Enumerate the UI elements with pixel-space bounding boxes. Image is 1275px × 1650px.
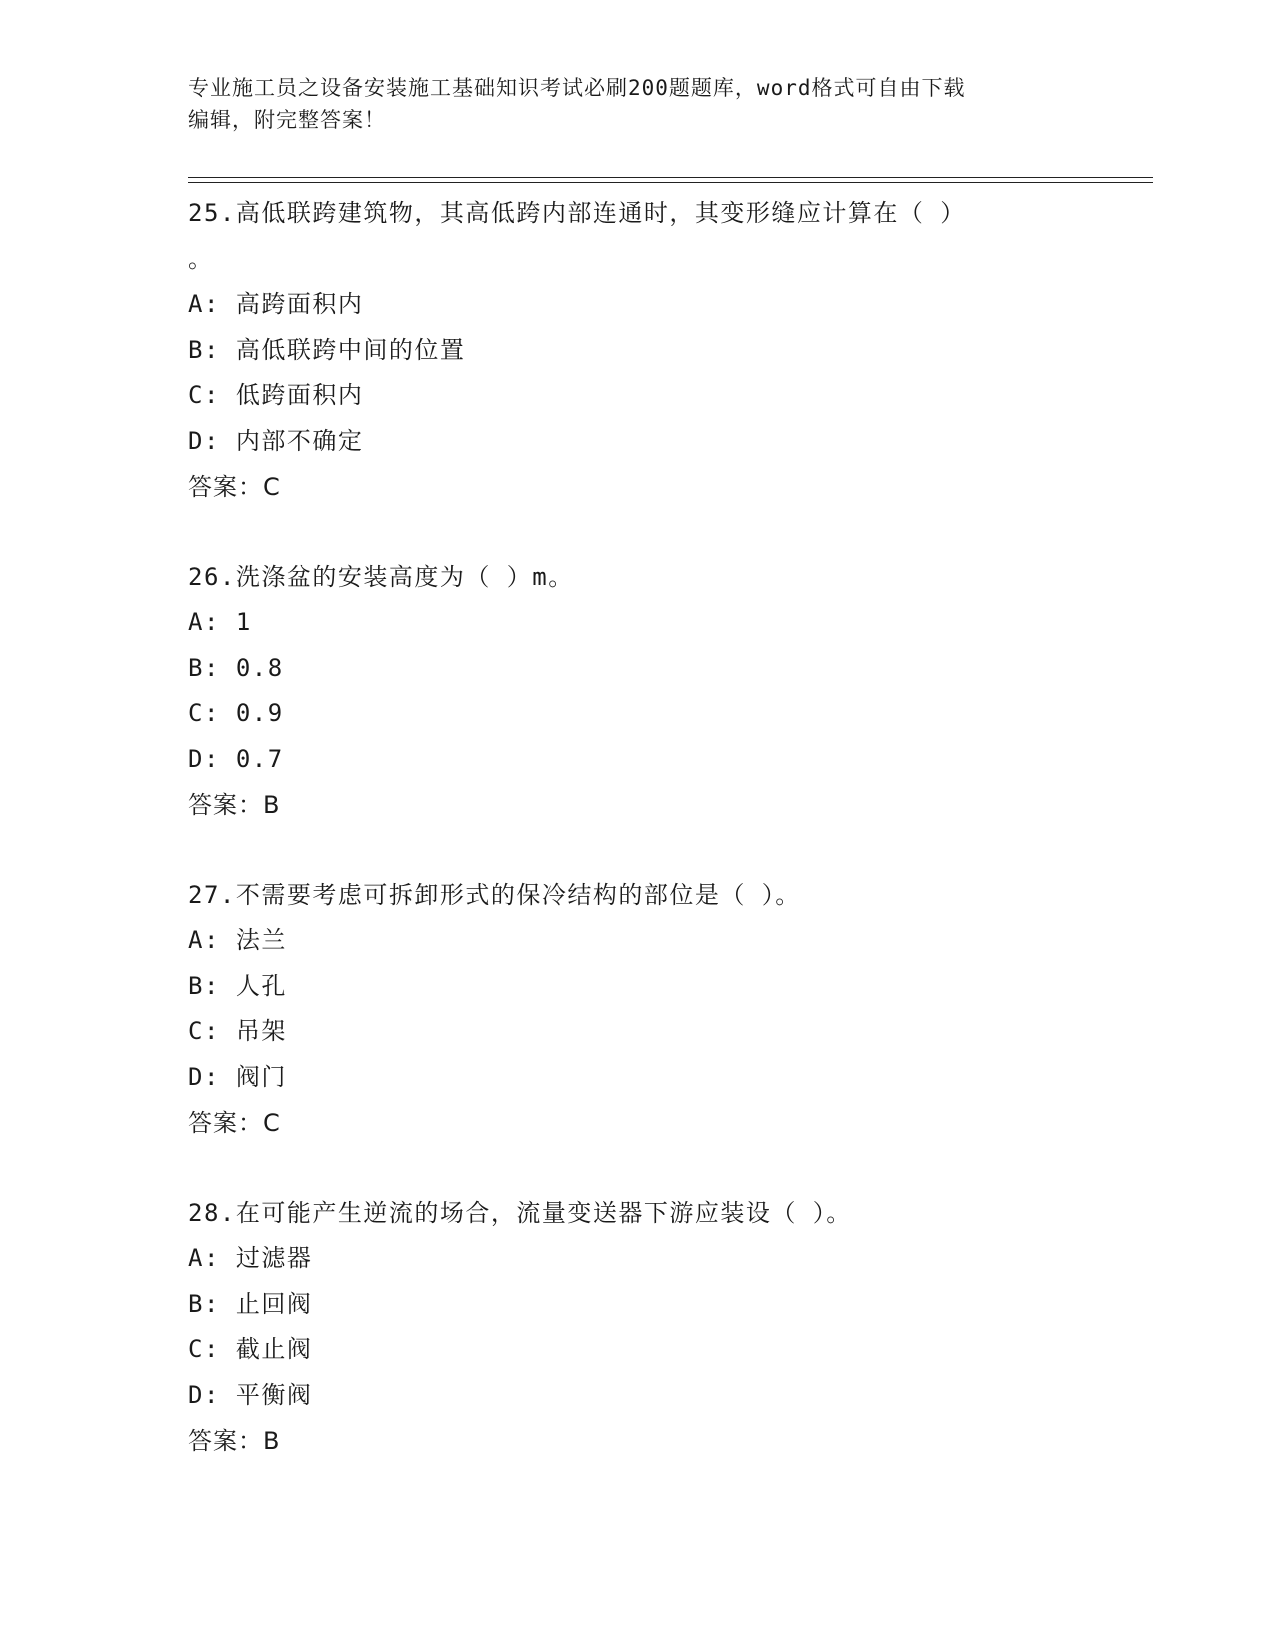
option-d: D: 平衡阀 [188,1380,313,1409]
document-header [188,72,1068,136]
option-a: A: 高跨面积内 [188,290,364,318]
question-26 [188,554,1068,828]
header-line-2: 编辑，附完整答案！ [188,108,386,132]
option-d: D: 0.7 [188,744,284,773]
option-b: B: 0.8 [188,653,284,682]
header-divider-bottom [188,182,1153,183]
spacer [188,1146,1068,1190]
answer-line: 答案：B [188,1427,281,1455]
option-c: C: 0.9 [188,699,284,727]
option-a: A: 1 [188,608,252,636]
option-a: A: 过滤器 [188,1244,313,1272]
question-25 [188,190,1068,510]
question-text: 27.不需要考虑可拆卸形式的保冷结构的部位是（ ）。 [188,881,801,909]
question-text: 28.在可能产生逆流的场合，流量变送器下游应装设（ ）。 [188,1199,852,1227]
option-c: C: 截止阀 [188,1335,313,1363]
option-b: B: 止回阀 [188,1289,313,1318]
question-27 [188,872,1068,1146]
option-d: D: 阀门 [188,1062,287,1091]
answer-line: 答案：C [188,473,281,501]
answer-line: 答案：B [188,791,281,819]
option-c: C: 吊架 [188,1017,287,1045]
option-b: B: 人孔 [188,971,287,1000]
question-list [188,190,1068,1464]
option-d: D: 内部不确定 [188,426,364,455]
spacer [188,828,1068,872]
header-divider-top [188,177,1153,178]
spacer [188,510,1068,554]
option-b: B: 高低联跨中间的位置 [188,335,466,364]
question-28 [188,1190,1068,1464]
option-c: C: 低跨面积内 [188,381,364,409]
question-text-continuation: 。 [188,245,214,273]
header-line-1: 专业施工员之设备安装施工基础知识考试必刷200题题库，word格式可自由下载 [188,76,966,100]
question-text: 25.高低联跨建筑物，其高低跨内部连通时，其变形缝应计算在（ ） [188,199,966,227]
answer-line: 答案：C [188,1109,281,1137]
option-a: A: 法兰 [188,926,287,954]
question-text: 26.洗涤盆的安装高度为（ ）m。 [188,563,574,591]
